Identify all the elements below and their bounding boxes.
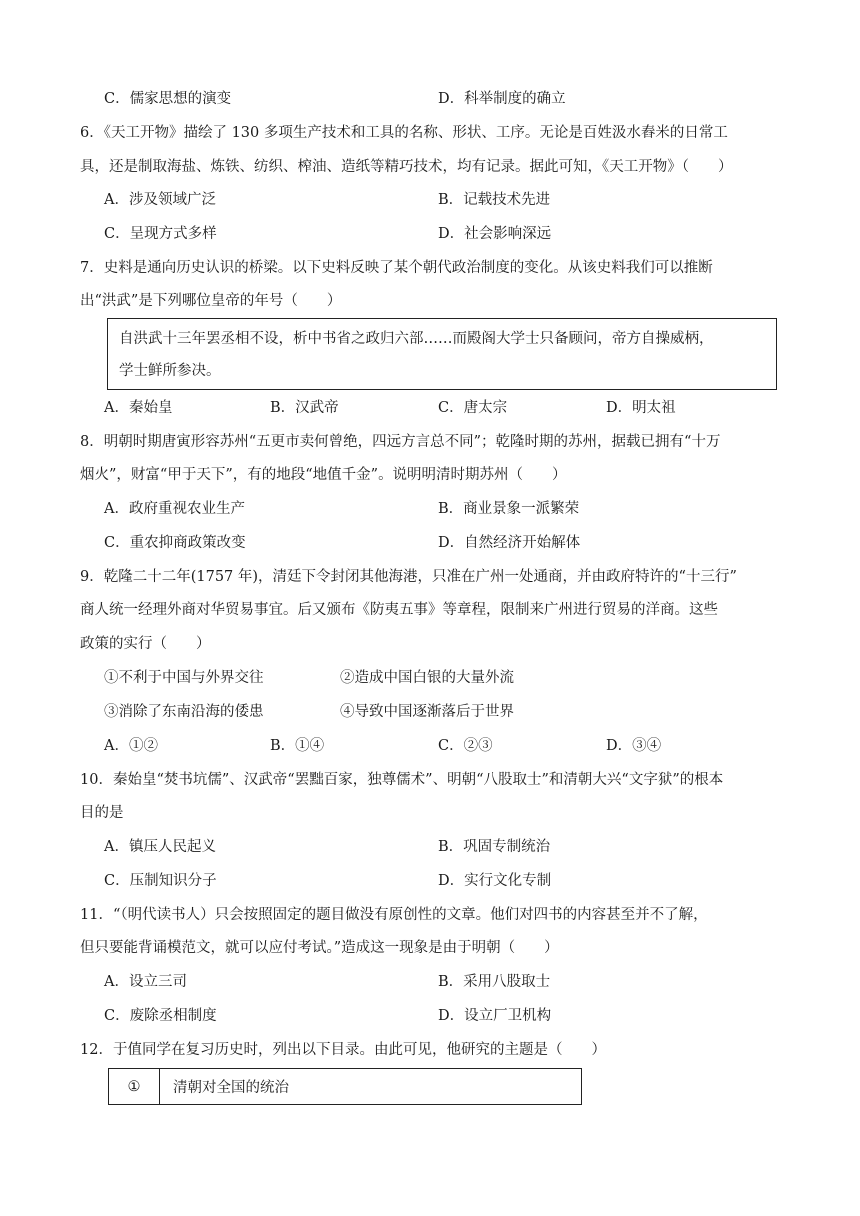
q9-stem-line3: 政策的实行（ ） bbox=[80, 636, 211, 652]
q8-stem-line2: 烟火”，财富“甲于天下”，有的地段“地值千金”。说明明清时期苏州（ ） bbox=[80, 467, 567, 483]
q8-option-c[interactable]: C．重农抑商政策改变 bbox=[104, 535, 246, 551]
q9-statement-4: ④导致中国逐渐落后于世界 bbox=[340, 704, 514, 720]
q7-option-b[interactable]: B．汉武帝 bbox=[270, 400, 339, 416]
q10-stem-line2: 目的是 bbox=[80, 805, 124, 821]
q7-source-line1: 自洪武十三年罢丞相不设，析中书省之政归六部……而殿阁大学士只备顾问，帝方自操威柄， bbox=[119, 331, 714, 347]
q5-option-c[interactable]: C．儒家思想的演变 bbox=[104, 91, 232, 107]
q11-option-a[interactable]: A．设立三司 bbox=[104, 974, 187, 990]
q9-option-d[interactable]: D．③④ bbox=[606, 738, 662, 754]
q9-statement-1: ①不利于中国与外界交往 bbox=[104, 670, 264, 686]
q6-option-a[interactable]: A．涉及领域广泛 bbox=[104, 192, 216, 208]
q6-option-d[interactable]: D．社会影响深远 bbox=[438, 226, 552, 242]
q12-table-divider bbox=[159, 1069, 160, 1104]
q8-option-b[interactable]: B．商业景象一派繁荣 bbox=[438, 501, 580, 517]
q8-stem-line1: 8．明朝时期唐寅形容苏州“五更市卖何曾绝，四远方言总不同”；乾隆时期的苏州，据载已拥有“十万 bbox=[80, 434, 721, 450]
q9-stem-line2: 商人统一经理外商对华贸易事宜。后又颁布《防夷五事》等章程，限制来广州进行贸易的洋商。这些 bbox=[80, 602, 718, 618]
q9-option-c[interactable]: C．②③ bbox=[438, 738, 493, 754]
q12-row1-text: 清朝对全国的统治 bbox=[173, 1080, 289, 1096]
q6-option-b[interactable]: B．记载技术先进 bbox=[438, 192, 551, 208]
q8-option-d[interactable]: D．自然经济开始解体 bbox=[438, 535, 581, 551]
q7-option-c[interactable]: C．唐太宗 bbox=[438, 400, 508, 416]
q6-stem-line2: 具，还是制取海盐、炼铁、纺织、榨油、造纸等精巧技术，均有记录。据此可知，《天工开物》（ ） bbox=[80, 159, 733, 175]
q12-stem-line1: 12．于值同学在复习历史时，列出以下目录。由此可见，他研究的主题是（ ） bbox=[80, 1042, 606, 1058]
q8-option-a[interactable]: A．政府重视农业生产 bbox=[104, 501, 245, 517]
q11-option-c[interactable]: C．废除丞相制度 bbox=[104, 1008, 217, 1024]
q7-source-box bbox=[107, 318, 777, 390]
q7-stem-line1: 7．史料是通向历史认识的桥梁。以下史料反映了某个朝代政治制度的变化。从该史料我们可以推断 bbox=[80, 260, 713, 276]
q9-option-b[interactable]: B．①④ bbox=[270, 738, 325, 754]
q11-stem-line2: 但只要能背诵模范文，就可以应付考试。”造成这一现象是由于明朝（ ） bbox=[80, 940, 559, 956]
q10-option-d[interactable]: D．实行文化专制 bbox=[438, 873, 552, 889]
q9-statement-3: ③消除了东南沿海的倭患 bbox=[104, 704, 264, 720]
q11-stem-line1: 11．“（明代读书人）只会按照固定的题目做没有原创性的文章。他们对四书的内容甚至并不了解， bbox=[80, 907, 708, 923]
q10-option-b[interactable]: B．巩固专制统治 bbox=[438, 839, 551, 855]
q10-option-a[interactable]: A．镇压人民起义 bbox=[104, 839, 216, 855]
q9-stem-line1: 9．乾隆二十二年(1757 年)，清廷下令封闭其他海港，只准在广州一处通商，并由政府特许的“十三行” bbox=[80, 569, 737, 585]
q9-statement-2: ②造成中国白银的大量外流 bbox=[340, 670, 514, 686]
q6-stem-line1: 6．《天工开物》描绘了 130 多项生产技术和工具的名称、形状、工序。无论是百姓汲水舂米的日常工 bbox=[80, 125, 728, 141]
q10-option-c[interactable]: C．压制知识分子 bbox=[104, 873, 217, 889]
q11-option-b[interactable]: B．采用八股取士 bbox=[438, 974, 551, 990]
q5-option-d[interactable]: D．科举制度的确立 bbox=[438, 91, 566, 107]
q10-stem-line1: 10．秦始皇“焚书坑儒”、汉武帝“罢黜百家，独尊儒术”、明朝“八股取士”和清朝大兴“文字狱”的根本 bbox=[80, 772, 724, 788]
q11-option-d[interactable]: D．设立厂卫机构 bbox=[438, 1008, 552, 1024]
q12-contents-table bbox=[108, 1068, 582, 1105]
q7-option-a[interactable]: A．秦始皇 bbox=[104, 400, 173, 416]
q7-option-d[interactable]: D．明太祖 bbox=[606, 400, 676, 416]
q6-option-c[interactable]: C．呈现方式多样 bbox=[104, 226, 217, 242]
q7-source-line2: 学士鲜所参决。 bbox=[119, 363, 221, 379]
q9-option-a[interactable]: A．①② bbox=[104, 738, 158, 754]
q12-row1-number: ① bbox=[127, 1078, 141, 1095]
q7-stem-line2: 出“洪武”是下列哪位皇帝的年号（ ） bbox=[80, 293, 342, 309]
